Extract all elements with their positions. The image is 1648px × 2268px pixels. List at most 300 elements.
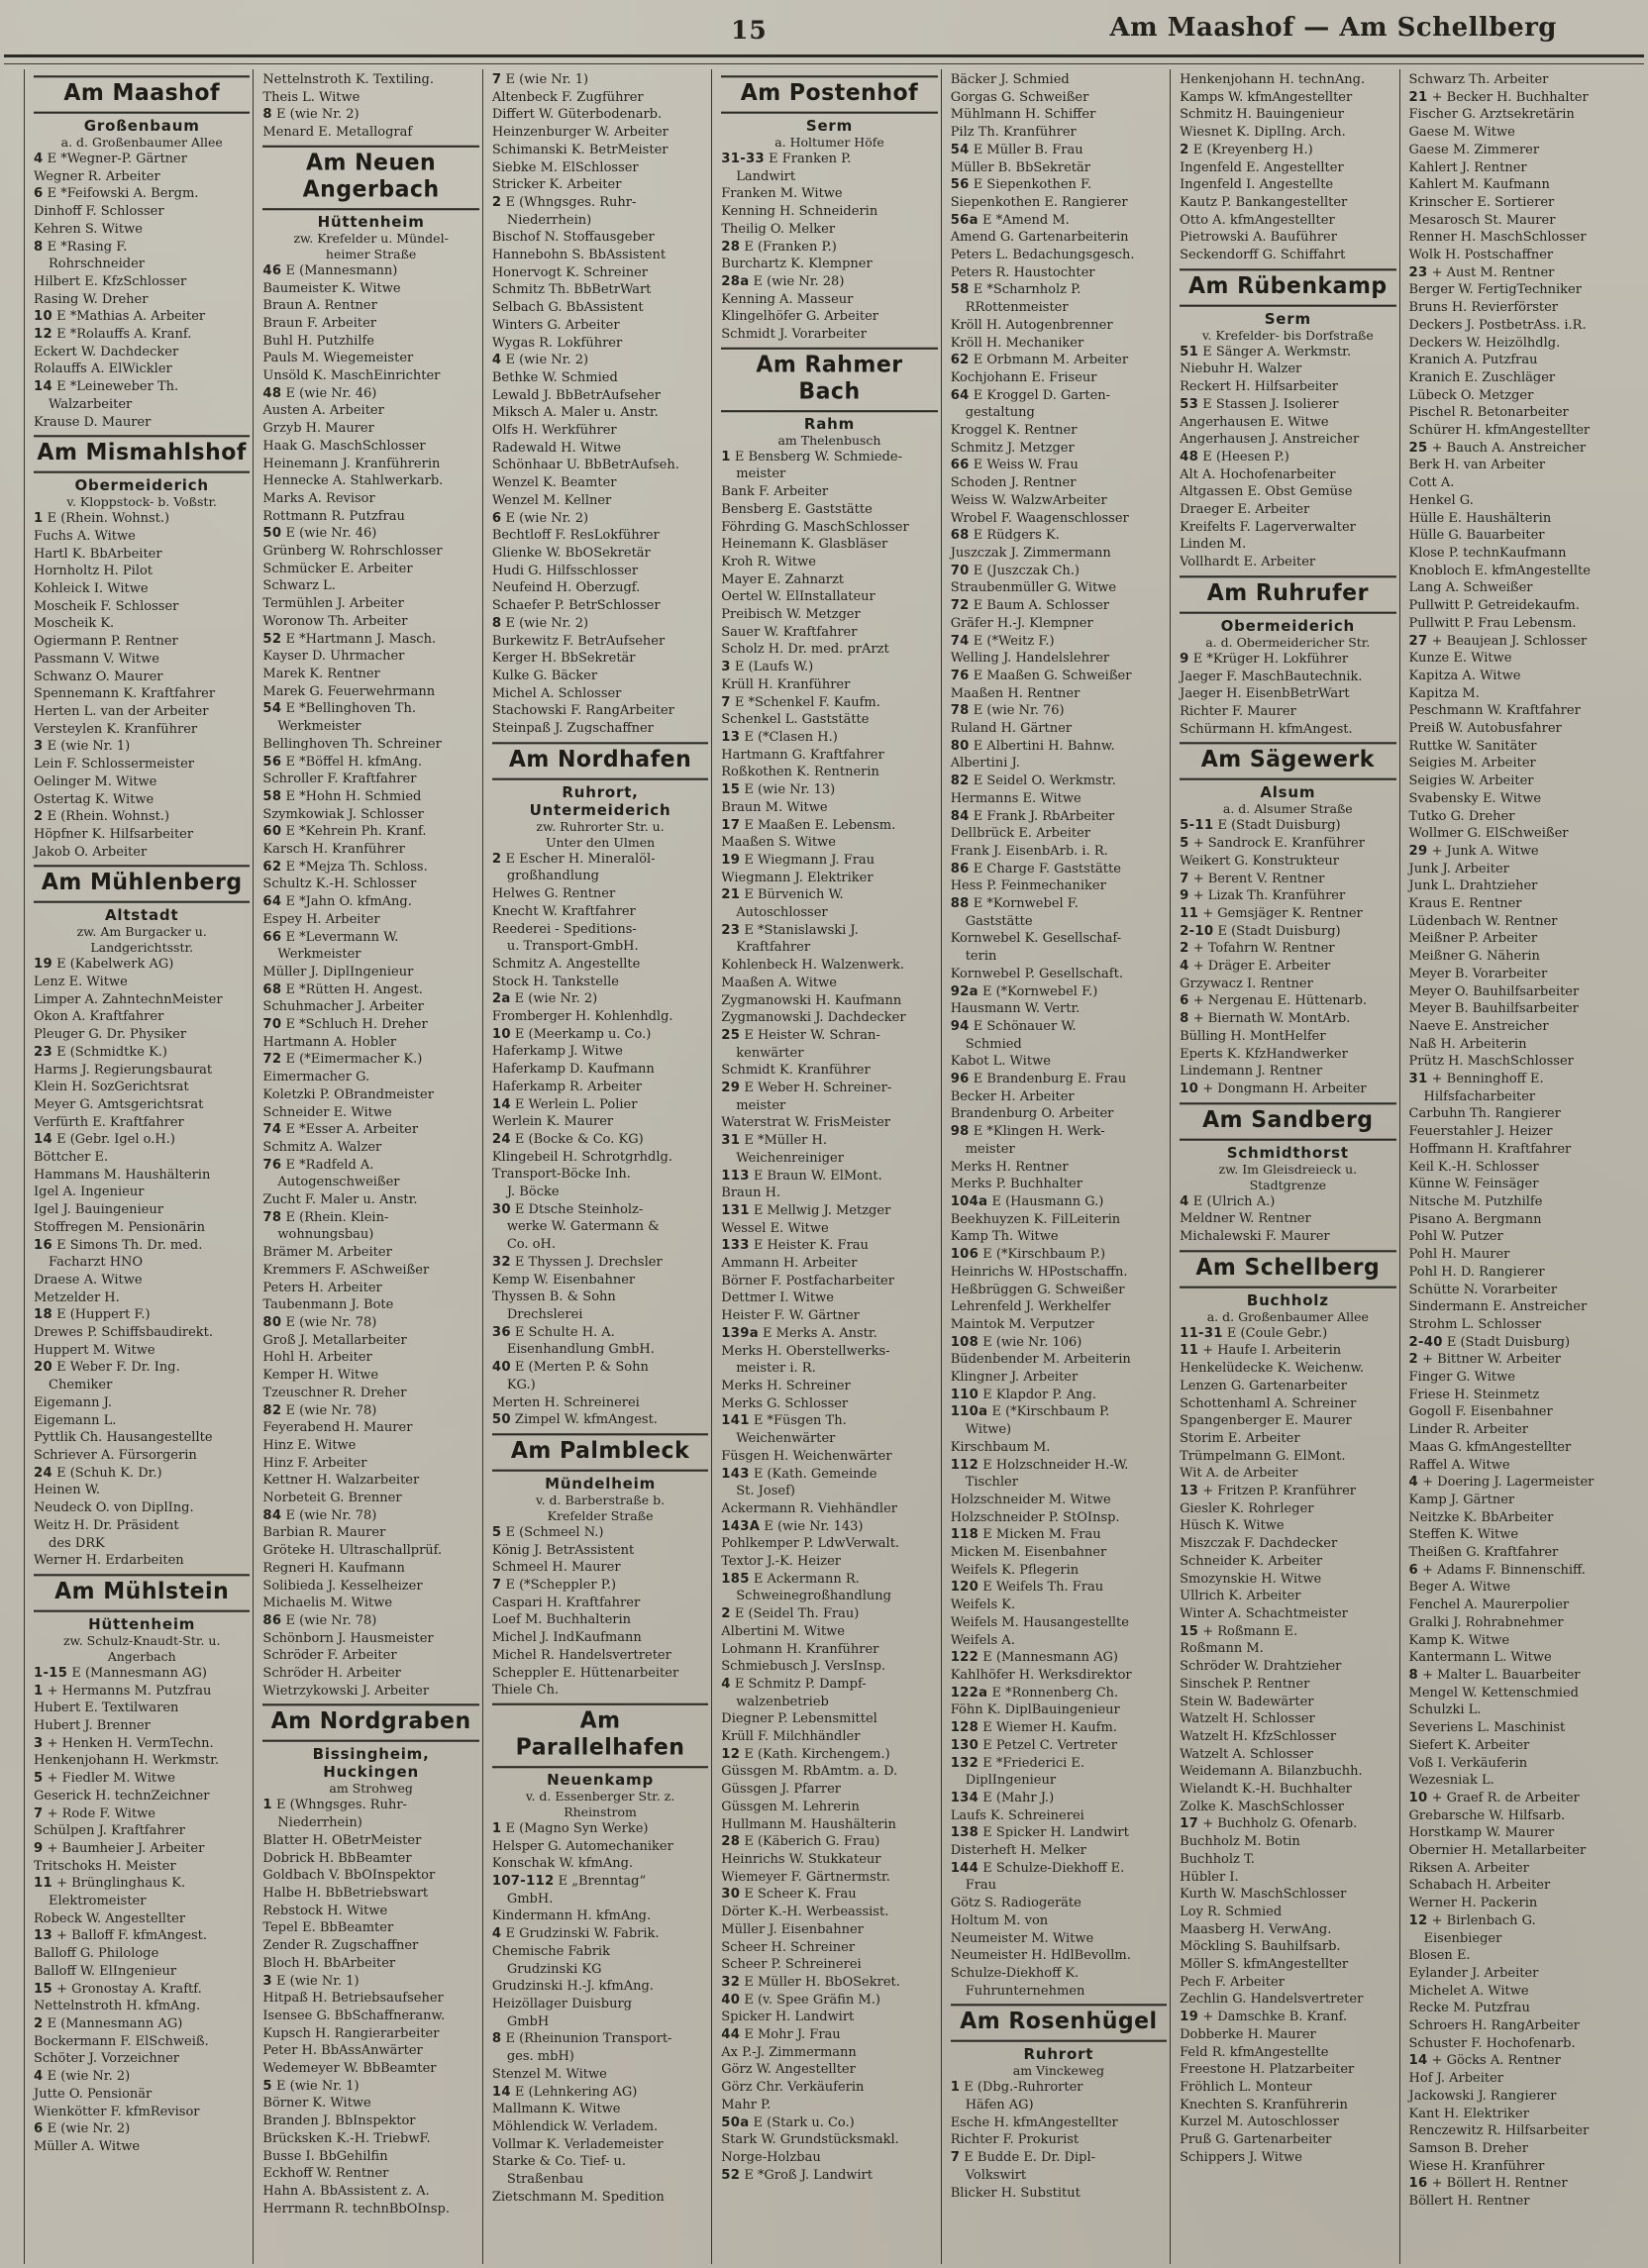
directory-entry: Heinen W. — [34, 1483, 100, 1498]
directory-entry: 3 E (wie Nr. 1) — [262, 1973, 360, 1989]
directory-entry: Berk H. van Arbeiter — [1408, 458, 1546, 473]
directory-entry: Krinscher E. Sortierer — [1408, 194, 1555, 210]
house-number: 58 — [262, 788, 282, 804]
directory-entry: Regneri H. Kaufmann — [262, 1560, 405, 1576]
house-number: 7 — [1180, 871, 1189, 886]
directory-entry: 16 E Simons Th. Dr. med. — [34, 1237, 203, 1253]
house-number: 11 — [34, 1876, 52, 1892]
directory-entry: Kroggel K. Rentner — [950, 423, 1078, 439]
directory-entry: 12 + Birlenbach G. — [1408, 1912, 1536, 1928]
directory-entry: Schmitz A. Angestellte — [491, 956, 641, 972]
directory-entry: 1 E (Whngsges. Ruhr- — [262, 1798, 407, 1813]
directory-entry: Merks H. Oberstellwerks- — [721, 1343, 890, 1359]
directory-entry: 60 E *Kehrein Ph. Kranf. — [262, 824, 427, 840]
directory-entry: Weitz H. Dr. Präsident — [34, 1517, 179, 1533]
directory-entry: Solibieda J. Kesselheizer — [262, 1578, 423, 1594]
directory-entry: Peters R. Haustochter — [950, 264, 1095, 280]
directory-entry: Meyer G. Amtsgerichtsrat — [34, 1096, 204, 1112]
directory-entry: Nitsche M. Putzhilfe — [1408, 1194, 1543, 1209]
district-location: Unter den Ulmen — [545, 834, 656, 850]
directory-entry: 5 + Sandrock E. Kranführer — [1180, 836, 1365, 852]
house-number: 3 — [34, 1735, 44, 1751]
directory-entry: Böllert H. Rentner — [1408, 2194, 1530, 2210]
directory-entry: Hüsch K. Witwe — [1180, 1518, 1285, 1534]
district-name: Schmidthorst — [1226, 1143, 1349, 1162]
directory-entry: Nettelnstroth K. Textiling. — [262, 72, 435, 87]
directory-entry: Deckers J. PostbetrAss. i.R. — [1408, 317, 1587, 333]
directory-entry: Weichenreiniger — [736, 1150, 844, 1166]
directory-entry: 14 + Göcks A. Rentner — [1408, 2053, 1561, 2069]
directory-entry: 122a E *Ronnenberg Ch. — [950, 1685, 1119, 1701]
directory-entry: Eckert W. Dachdecker — [34, 344, 179, 360]
directory-entry: Schriever A. Fürsorgerin — [34, 1448, 197, 1463]
directory-entry: Grünberg W. Rohrschlosser — [262, 544, 443, 560]
directory-entry: 8 E (wie Nr. 2) — [491, 615, 589, 631]
directory-entry: Niederrhein) — [506, 212, 592, 228]
house-number: 20 — [34, 1360, 52, 1376]
directory-entry: Barbian R. Maurer — [262, 1525, 386, 1541]
directory-entry: Tritschoks H. Meister — [34, 1858, 176, 1874]
directory-entry: Kautz P. Bankangestellter — [1180, 194, 1348, 210]
directory-entry: Braun A. Rentner — [262, 298, 377, 314]
directory-entry: Radewald H. Witwe — [491, 440, 622, 456]
directory-entry: Hausmann W. Vertr. — [950, 1001, 1081, 1017]
house-number: 82 — [262, 1402, 282, 1418]
house-number: 8 — [1180, 1011, 1189, 1027]
directory-entry: Maaßen A. Witwe — [721, 975, 837, 990]
house-number: 5 — [491, 1524, 502, 1540]
directory-entry: Lübeck O. Metzger — [1408, 387, 1534, 403]
directory-entry: 19 + Damschke B. Kranf. — [1180, 2010, 1348, 2025]
directory-entry: 84 E Frank J. RbArbeiter — [950, 808, 1115, 824]
directory-entry: Seckendorff G. Schiffahrt — [1180, 248, 1346, 263]
directory-entry: 8 E (wie Nr. 2) — [262, 107, 360, 123]
house-number: 11 — [1180, 1343, 1199, 1359]
house-number: 84 — [950, 808, 970, 824]
directory-entry: 8 E (Rheinunion Transport- — [491, 2031, 672, 2047]
directory-entry: Oelinger M. Witwe — [34, 773, 157, 789]
directory-entry: Geserick H. technZeichner — [34, 1788, 210, 1804]
house-number: 31 — [1408, 1072, 1428, 1087]
house-number: 4 — [1180, 959, 1189, 975]
directory-entry: Zolke K. MaschSchlosser — [1180, 1799, 1344, 1814]
directory-entry: Pauls M. Wiegemeister — [262, 351, 414, 366]
directory-entry: Tepel E. BbBeamter — [262, 1920, 394, 1936]
directory-entry: Freestone H. Platzarbeiter — [1180, 2062, 1355, 2078]
directory-entry: Dinhoff F. Schlosser — [34, 204, 164, 220]
directory-entry: Spangenberger E. Maurer — [1180, 1413, 1352, 1429]
directory-entry: Schroller F. Kraftfahrer — [262, 772, 417, 787]
house-number: 12 — [34, 327, 52, 343]
house-number: 7 — [34, 1805, 44, 1821]
directory-entry: Jutte O. Pensionär — [34, 2086, 153, 2102]
directory-entry: 2 + Bittner W. Arbeiter — [1408, 1352, 1562, 1368]
directory-entry: Mesarosch St. Maurer — [1408, 212, 1556, 228]
directory-entry: 29 E Weber H. Schreiner- — [721, 1081, 892, 1096]
directory-entry: Stenzel M. Witwe — [491, 2066, 607, 2082]
house-number: 54 — [262, 701, 282, 717]
directory-entry: Schmidt K. Kranführer — [721, 1063, 871, 1079]
directory-entry: Riksen A. Arbeiter — [1408, 1860, 1529, 1876]
column-6 — [1170, 69, 1398, 2264]
directory-entry: 25 E Heister W. Schran- — [721, 1027, 880, 1043]
directory-entry: Gaststätte — [965, 913, 1033, 929]
house-number: 80 — [950, 738, 970, 754]
house-number: 88 — [950, 896, 970, 912]
house-number: 7 — [491, 72, 502, 87]
directory-entry: 58 E *Hohn H. Schmied — [262, 788, 422, 804]
directory-entry: Eckhoff W. Rentner — [262, 2166, 389, 2182]
directory-entry: Sinschek P. Rentner — [1180, 1676, 1310, 1692]
house-number: 8 — [34, 239, 44, 255]
directory-entry: Heinemann K. Glasbläser — [721, 537, 888, 553]
directory-entry: Maas G. kfmAngestellter — [1408, 1439, 1572, 1455]
directory-entry: 19 E (Kabelwerk AG) — [34, 957, 174, 973]
house-number: 1 — [34, 511, 44, 527]
directory-entry: Merks G. Schlosser — [721, 1395, 849, 1411]
directory-entry: Altgassen E. Obst Gemüse — [1180, 484, 1353, 500]
directory-entry: Hohl H. Arbeiter — [262, 1350, 372, 1366]
directory-entry: Textor J.-K. Heizer — [721, 1554, 841, 1570]
directory-entry: 56 E *Böffel H. kfmAng. — [262, 754, 423, 770]
house-number: 139a — [721, 1325, 759, 1341]
house-number: 32 — [721, 1974, 741, 1990]
street-header: Am Neuen Angerbach — [262, 146, 478, 211]
directory-entry: Lüdenbach W. Rentner — [1408, 913, 1558, 929]
directory-entry: 128 E Wiemer H. Kaufm. — [950, 1720, 1117, 1736]
directory-entry: 10 E *Mathias A. Arbeiter — [34, 309, 206, 325]
directory-entry: Wessel E. Witwe — [721, 1220, 829, 1236]
directory-entry: Henkenjohann H. Werkmstr. — [34, 1753, 220, 1769]
directory-entry: Hubert J. Brenner — [34, 1718, 151, 1734]
directory-entry: Schwarz L. — [262, 578, 336, 594]
directory-entry: Elektromeister — [49, 1894, 147, 1909]
district-location: v. d. Essenberger Str. z. — [525, 1788, 675, 1804]
district-location: zw. Schulz-Knaudt-Str. u. — [62, 1632, 221, 1648]
directory-entry: Wielandt K.-H. Buchhalter — [1180, 1782, 1352, 1798]
house-number: 66 — [262, 929, 282, 945]
directory-entry: 110 E Klapdor P. Ang. — [950, 1387, 1096, 1402]
directory-entry: Klingebeil H. Schrotgrhdlg. — [491, 1149, 672, 1165]
house-number: 2a — [491, 991, 511, 1007]
directory-entry: Angerhausen E. Witwe — [1180, 414, 1329, 430]
house-number: 40 — [721, 1992, 741, 2008]
house-number: 2 — [721, 1606, 731, 1622]
directory-entry: 11-31 E (Coule Gebr.) — [1180, 1325, 1328, 1341]
directory-entry: Lang A. Schweißer — [1408, 580, 1533, 596]
directory-entry: Winter A. Schachtmeister — [1180, 1606, 1348, 1621]
street-header: Am Nordgraben — [262, 1704, 478, 1742]
directory-entry: 113 E Braun W. ElMont. — [721, 1168, 882, 1184]
directory-entry: 5-11 E (Stadt Duisburg) — [1180, 818, 1341, 834]
directory-entry: Ruttke W. Sanitäter — [1408, 738, 1537, 754]
directory-entry: Knecht W. Kraftfahrer — [491, 903, 636, 919]
directory-entry: Lewald J. BbBetrAufseher — [491, 387, 661, 403]
directory-entry: 19 E Wiegmann J. Frau — [721, 852, 876, 868]
directory-entry: Hoffmann H. Kraftfahrer — [1408, 1141, 1572, 1157]
directory-entry: 56 E Siepenkothen F. — [950, 177, 1092, 193]
house-number: 2-10 — [1180, 923, 1214, 939]
directory-entry: Lindemann J. Rentner — [1180, 1064, 1323, 1080]
directory-entry: Brandenburg O. Arbeiter — [950, 1106, 1114, 1122]
directory-entry: Kroh R. Witwe — [721, 554, 816, 569]
directory-entry: 134 E (Mahr J.) — [950, 1790, 1055, 1805]
directory-entry: 66 E Weiss W. Frau — [950, 458, 1079, 473]
directory-entry: Schweinegroßhandlung — [736, 1589, 891, 1604]
house-number: 13 — [34, 1928, 52, 1944]
district-name: Ruhrort — [1023, 2045, 1094, 2064]
directory-entry: 21 E Bürvenich W. — [721, 887, 844, 903]
directory-entry: werke W. Gatermann & — [506, 1219, 660, 1235]
directory-entry: Mayer E. Zahnarzt — [721, 571, 845, 587]
directory-entry: Rasing W. Dreher — [34, 291, 149, 307]
directory-entry: Kamps W. kfmAngestellter — [1180, 89, 1353, 105]
directory-entry: Bruns H. Revierförster — [1408, 300, 1558, 316]
running-header — [0, 0, 1648, 53]
district-name: Alsum — [1260, 783, 1316, 802]
directory-entry: Baumeister K. Witwe — [262, 280, 401, 296]
directory-entry: Obernier H. Metallarbeiter — [1408, 1843, 1587, 1859]
directory-entry: walzenbetrieb — [736, 1694, 829, 1709]
directory-entry: Watzelt H. KfzSchlosser — [1180, 1728, 1337, 1744]
directory-entry: 122 E (Mannesmann AG) — [950, 1650, 1118, 1666]
directory-entry: Wedemeyer W. BbBeamter — [262, 2061, 437, 2077]
directory-entry: Landwirt — [736, 168, 796, 184]
directory-entry: 32 E Müller H. BbOSekret. — [721, 1974, 900, 1990]
directory-entry: Bloch H. BbArbeiter — [262, 1955, 396, 1971]
directory-entry: Kant H. Elektriker — [1408, 2106, 1529, 2121]
house-number: 11-31 — [1180, 1325, 1223, 1341]
directory-entry: 29 + Junk A. Witwe — [1408, 843, 1539, 859]
page-title: Am Maashof — Am Schellberg — [1109, 13, 1557, 43]
directory-entry: Weifels K. Pflegerin — [950, 1562, 1080, 1578]
directory-entry: Wiegmann J. Elektriker — [721, 870, 874, 885]
directory-entry: Marks A. Revisor — [262, 490, 375, 506]
directory-entry: Pyttlik Ch. Hausangestellte — [34, 1430, 213, 1446]
directory-entry: 24 E (Schuh K. Dr.) — [34, 1465, 162, 1481]
directory-entry: Wygas R. Lokführer — [491, 335, 623, 351]
house-number: 56 — [950, 177, 970, 193]
directory-entry: 2-10 E (Stadt Duisburg) — [1180, 923, 1341, 939]
header-rule-thick — [4, 54, 1644, 57]
directory-entry: Karsch H. Kranführer — [262, 842, 405, 858]
directory-entry: Weiss W. WalzwArbeiter — [950, 492, 1107, 508]
directory-entry: 12 E *Rolauffs A. Kranf. — [34, 327, 192, 343]
directory-entry: Scholz H. Dr. med. prArzt — [721, 642, 889, 658]
directory-entry: Keil K.-H. Schlosser — [1408, 1159, 1539, 1175]
house-number: 118 — [950, 1527, 979, 1543]
directory-entry: 52 E *Groß J. Landwirt — [721, 2167, 873, 2183]
page-number: 15 — [731, 16, 768, 45]
directory-entry: Berger W. FertigTechniker — [1408, 282, 1582, 298]
district-name: Obermeiderich — [74, 476, 209, 495]
house-number: 78 — [950, 703, 970, 719]
directory-entry: Heinrichs W. Stukkateur — [721, 1851, 881, 1867]
house-number: 113 — [721, 1168, 750, 1184]
directory-entry: Sauer W. Kraftfahrer — [721, 624, 858, 640]
street-header: Am Ruhrufer — [1180, 575, 1395, 613]
directory-entry: 96 E Brandenburg E. Frau — [950, 1072, 1127, 1087]
directory-entry: 4 + Dräger E. Arbeiter — [1180, 959, 1331, 975]
street-header: Am Mismahlshof — [34, 436, 250, 473]
directory-entry: 6 E *Feifowski A. Bergm. — [34, 186, 199, 202]
district-location: Landgerichtsstr. — [90, 940, 194, 956]
house-number: 4 — [491, 353, 502, 368]
house-number: 19 — [721, 852, 741, 868]
directory-entry: Grzyb H. Maurer — [262, 421, 374, 437]
directory-entry: Henkel G. — [1408, 492, 1474, 508]
directory-entry: St. Josef) — [736, 1484, 795, 1499]
directory-entry: 68 E *Rütten H. Angest. — [262, 981, 423, 997]
directory-entry: Siefert K. Arbeiter — [1408, 1737, 1530, 1753]
directory-entry: Kayser D. Uhrmacher — [262, 649, 405, 665]
house-number: 4 — [491, 1926, 502, 1942]
directory-entry: 64 E Kroggel D. Garten- — [950, 387, 1111, 403]
directory-entry: Isensee G. BbSchaffneranw. — [262, 2008, 446, 2023]
directory-entry: Jackowski J. Rangierer — [1408, 2088, 1557, 2104]
directory-entry: 48 E (wie Nr. 46) — [262, 385, 377, 401]
house-number: 144 — [950, 1860, 979, 1876]
directory-entry: Waterstrat W. FrisMeister — [721, 1115, 890, 1131]
house-number: 107-112 — [491, 1874, 555, 1890]
directory-entry: Schröder W. Drahtzieher — [1180, 1659, 1342, 1675]
directory-entry: Michel R. Handelsvertreter — [491, 1647, 671, 1663]
directory-entry: 120 E Weifels Th. Frau — [950, 1580, 1104, 1596]
directory-entry: 86 E (wie Nr. 78) — [262, 1612, 377, 1628]
house-number: 3 — [262, 1973, 272, 1989]
directory-entry: 3 E (wie Nr. 1) — [34, 739, 131, 755]
house-number: 56 — [262, 754, 282, 770]
directory-entry: Chemiker — [49, 1378, 113, 1393]
house-number: 25 — [1408, 440, 1428, 456]
directory-entry: Moscheik K. — [34, 616, 115, 632]
directory-entry: Güssgen M. Lehrerin — [721, 1799, 860, 1814]
directory-entry: Heinzenburger W. Arbeiter — [491, 125, 669, 141]
directory-entry: Harms J. Regierungsbaurat — [34, 1062, 213, 1078]
directory-entry: Blatter H. OBetrMeister — [262, 1832, 422, 1848]
district-location: v. Kloppstock- b. Voßstr. — [66, 494, 218, 510]
directory-entry: 110a E (*Kirschbaum P. — [950, 1404, 1110, 1420]
house-number: 21 — [1408, 89, 1428, 105]
directory-entry: Holzschneider M. Witwe — [950, 1492, 1111, 1507]
directory-entry: Zechlin G. Handelsvertreter — [1180, 1992, 1364, 2008]
house-number: 120 — [950, 1580, 979, 1596]
directory-entry: Maasberg H. VerwAng. — [1180, 1921, 1332, 1937]
house-number: 24 — [491, 1131, 511, 1147]
house-number: 78 — [262, 1209, 282, 1225]
directory-entry: Alt A. Hochofenarbeiter — [1180, 466, 1336, 482]
directory-entry: Weifels A. — [950, 1632, 1015, 1648]
directory-entry: Kraftfahrer — [736, 940, 811, 956]
directory-entry: 1 E (Rhein. Wohnst.) — [34, 511, 170, 527]
directory-entry: 54 E *Bellinghoven Th. — [262, 701, 416, 717]
directory-entry: 107-112 E „Brenntag“ — [491, 1874, 647, 1890]
directory-entry: Schwarz Th. Arbeiter — [1408, 72, 1549, 87]
directory-entry: 8 + Biernath W. MontArb. — [1180, 1011, 1351, 1027]
house-number: 2 — [34, 809, 44, 825]
directory-entry: Maaßen H. Rentner — [950, 685, 1081, 701]
house-number: 9 — [34, 1840, 44, 1856]
directory-entry: Draeger E. Arbeiter — [1180, 502, 1310, 518]
directory-entry: Werkmeister — [277, 719, 361, 735]
directory-entry: Junk L. Drahtzieher — [1408, 878, 1538, 894]
directory-entry: Peschmann W. Kraftfahrer — [1408, 703, 1581, 719]
house-number: 131 — [721, 1202, 750, 1218]
directory-entry: Welling J. Handelslehrer — [950, 651, 1110, 667]
house-number: 92a — [950, 983, 978, 999]
directory-entry: Horstkamp W. Maurer — [1408, 1825, 1555, 1841]
directory-entry: Schöter J. Vorzeichner — [34, 2051, 179, 2067]
directory-entry: Dörter K.-H. Werbeassist. — [721, 1905, 889, 1920]
house-number: 1 — [721, 449, 731, 464]
directory-entry: Kornwebel K. Gesellschaf- — [950, 931, 1122, 947]
street-header: Am Maashof — [34, 75, 250, 113]
directory-entry: Wenzel K. Beamter — [491, 475, 617, 491]
directory-entry: Haferkamp D. Kaufmann — [491, 1062, 655, 1078]
directory-entry: Woronow Th. Arbeiter — [262, 613, 408, 629]
directory-entry: Holtum M. von — [950, 1912, 1049, 1928]
directory-entry: Ogiermann P. Rentner — [34, 634, 178, 650]
directory-entry: Linder R. Arbeiter — [1408, 1422, 1529, 1438]
directory-entry: Roßmann M. — [1180, 1641, 1264, 1657]
directory-entry: Wollmer G. ElSchweißer — [1408, 826, 1569, 842]
directory-entry: 56a E *Amend M. — [950, 212, 1070, 228]
directory-entry: Lein F. Schlossermeister — [34, 757, 195, 773]
directory-entry: 14 E Werlein L. Polier — [491, 1096, 638, 1112]
district-location: a. d. Großenbaumer Allee — [1206, 1308, 1369, 1324]
house-number: 68 — [262, 981, 282, 997]
directory-entry: 46 E (Mannesmann) — [262, 262, 398, 278]
directory-entry: Kemper H. Witwe — [262, 1368, 379, 1384]
directory-entry: Steffen K. Witwe — [1408, 1527, 1519, 1543]
directory-entry: Schultz K.-H. Schlosser — [262, 876, 417, 892]
directory-entry: Krause D. Maurer — [34, 414, 152, 430]
house-number: 64 — [262, 894, 282, 910]
directory-entry: 2-40 E (Stadt Duisburg) — [1408, 1334, 1571, 1350]
directory-entry: Kirschbaum M. — [950, 1439, 1051, 1455]
directory-entry: Börner F. Postfacharbeiter — [721, 1273, 894, 1289]
directory-entry: Pilz Th. Kranführer — [950, 125, 1077, 141]
directory-entry: Ingenfeld E. Angestellter — [1180, 159, 1344, 175]
directory-entry: 130 E Petzel C. Vertreter — [950, 1737, 1117, 1753]
directory-entry: Hennecke A. Stahlwerkarb. — [262, 473, 444, 489]
directory-entry: 94 E Schönauer W. — [950, 1018, 1077, 1034]
directory-entry: Gorgas G. Schweißer — [950, 89, 1089, 105]
directory-entry: Schmidt J. Vorarbeiter — [721, 327, 867, 343]
house-number: 2 — [491, 851, 502, 867]
directory-entry: 76 E *Radfeld A. — [262, 1157, 374, 1173]
directory-entry: 15 E (wie Nr. 13) — [721, 782, 836, 798]
house-number: 7 — [491, 1578, 502, 1594]
directory-entry: J. Böcke — [506, 1185, 560, 1200]
directory-entry: Miksch A. Maler u. Anstr. — [491, 405, 659, 421]
directory-entry: Kohleick I. Witwe — [34, 581, 149, 597]
directory-entry: Preibisch W. Metzger — [721, 607, 861, 623]
directory-entry: Richter F. Prokurist — [950, 2132, 1080, 2148]
directory-entry: Meyer O. Bauhilfsarbeiter — [1408, 983, 1580, 999]
street-header: Am Rahmer Bach — [721, 347, 937, 412]
directory-entry: Feld R. kfmAngestellte — [1180, 2044, 1329, 2060]
directory-entry: 74 E *Esser A. Arbeiter — [262, 1122, 419, 1138]
directory-entry: Frank J. EisenbArb. i. R. — [950, 843, 1108, 859]
directory-entry: Niederrhein) — [277, 1815, 362, 1831]
directory-entry: Caspari H. Kraftfahrer — [491, 1595, 641, 1610]
house-number: 4 — [1180, 1193, 1189, 1209]
directory-entry: Hullmann M. Haushälterin — [721, 1816, 896, 1832]
directory-entry: Werner H. Packerin — [1408, 1896, 1538, 1911]
directory-entry: Kunze E. Witwe — [1408, 651, 1512, 667]
directory-entry: Hubert E. Textilwaren — [34, 1701, 179, 1716]
